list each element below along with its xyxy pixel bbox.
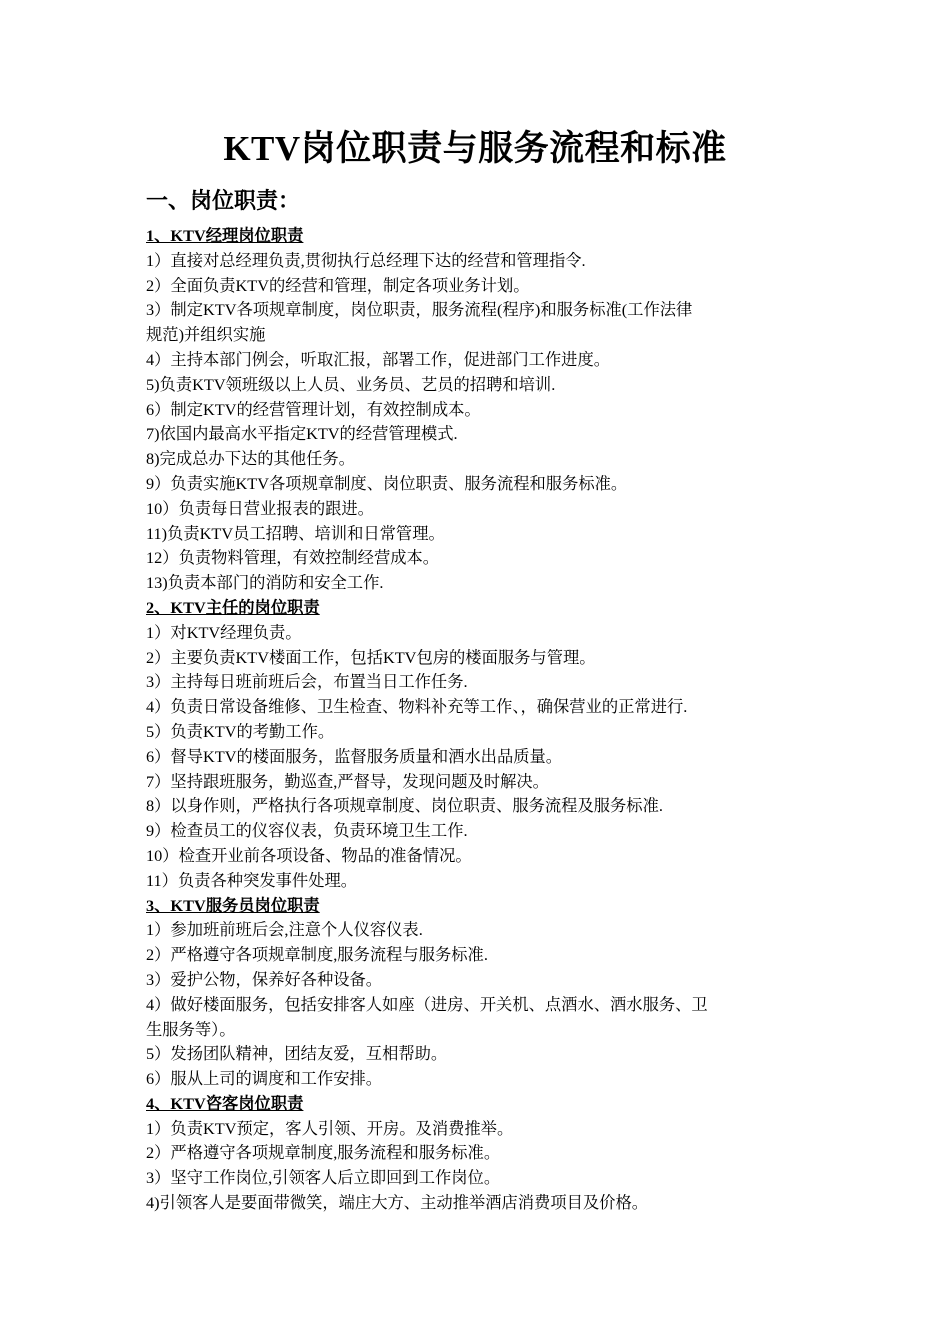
text-line: 7)依国内最高水平指定KTV的经营管理模式. [146, 424, 458, 444]
document-title: KTV岗位职责与服务流程和标准 [223, 129, 727, 168]
text-line: 2）全面负责KTV的经营和管理，制定各项业务计划。 [146, 275, 530, 295]
text-line: 生服务等）。 [146, 1019, 236, 1039]
section-title: 一、岗位职责： [146, 188, 301, 213]
text-line: 5）发扬团队精神，团结友爱，互相帮助。 [146, 1044, 448, 1064]
text-line: 10）检查开业前各项设备、物品的准备情况。 [146, 845, 472, 865]
text-line: 4）主持本部门例会，听取汇报，部署工作，促进部门工作进度。 [146, 349, 611, 369]
text-line: 4）负责日常设备维修、卫生检查、物料补充等工作、，确保营业的正常进行. [146, 697, 688, 717]
text-line: 1）负责KTV预定，客人引领、开房。及消费推举。 [146, 1118, 514, 1138]
document-body [146, 224, 810, 1216]
text-line: 8)完成总办下达的其他任务。 [146, 449, 355, 469]
text-line: 11)负责KTV员工招聘、培训和日常管理。 [146, 523, 445, 543]
text-line: 10）负责每日营业报表的跟进。 [146, 498, 374, 518]
text-line: 6）督导KTV的楼面服务，监督服务质量和酒水出品质量。 [146, 746, 563, 766]
text-line: 13)负责本部门的消防和安全工作. [146, 573, 384, 593]
text-line: 4）做好楼面服务，包括安排客人如座（进房、开关机、点酒水、酒水服务、卫 [146, 994, 708, 1014]
subsection-heading: 1、KTV经理岗位职责 [146, 226, 304, 245]
text-line: 9）负责实施KTV各项规章制度、岗位职责、服务流程和服务标准。 [146, 473, 628, 493]
text-line: 12）负责物料管理，有效控制经营成本。 [146, 548, 440, 568]
text-line: 2）严格遵守各项规章制度,服务流程和服务标准。 [146, 1143, 501, 1163]
text-line: 1）参加班前班后会,注意个人仪容仪表. [146, 920, 423, 940]
text-line: 1）直接对总经理负责,贯彻执行总经理下达的经营和管理指令. [146, 250, 586, 270]
text-line: 11）负责各种突发事件处理。 [146, 870, 358, 890]
text-line: 3）爱护公物，保养好各种设备。 [146, 969, 383, 989]
text-line: 6）制定KTV的经营管理计划，有效控制成本。 [146, 399, 481, 419]
subsection-heading: 4、KTV咨客岗位职责 [146, 1093, 304, 1113]
text-line: 1）对KTV经理负责。 [146, 622, 302, 642]
text-line: 4)引领客人是要面带微笑，端庄大方、主动推举酒店消费项目及价格。 [146, 1193, 649, 1213]
subsection-heading: 3、KTV服务员岗位职责 [146, 895, 320, 915]
text-line: 7）坚持跟班服务，勤巡查,严督导，发现问题及时解决。 [146, 771, 549, 791]
text-line: 5)负责KTV领班级以上人员、业务员、艺员的招聘和培训. [146, 374, 556, 394]
text-line: 8）以身作则，严格执行各项规章制度、岗位职责、服务流程及服务标准. [146, 796, 663, 816]
text-line: 6）服从上司的调度和工作安排。 [146, 1069, 383, 1089]
text-line: 3）主持每日班前班后会，布置当日工作任务. [146, 672, 468, 692]
text-line: 9）检查员工的仪容仪表，负责环境卫生工作. [146, 821, 468, 841]
subsection-heading: 2、KTV主任的岗位职责 [146, 597, 320, 617]
text-line: 2）严格遵守各项规章制度,服务流程与服务标准. [146, 945, 488, 965]
text-line: 2）主要负责KTV楼面工作，包括KTV包房的楼面服务与管理。 [146, 647, 596, 667]
text-line: 3）坚守工作岗位,引领客人后立即回到工作岗位。 [146, 1168, 501, 1188]
text-line: 5）负责KTV的考勤工作。 [146, 721, 335, 741]
text-line: 规范)并组织实施 [146, 325, 266, 345]
text-line: 3）制定KTV各项规章制度，岗位职责，服务流程(程序)和服务标准(工作法律 [146, 300, 693, 320]
